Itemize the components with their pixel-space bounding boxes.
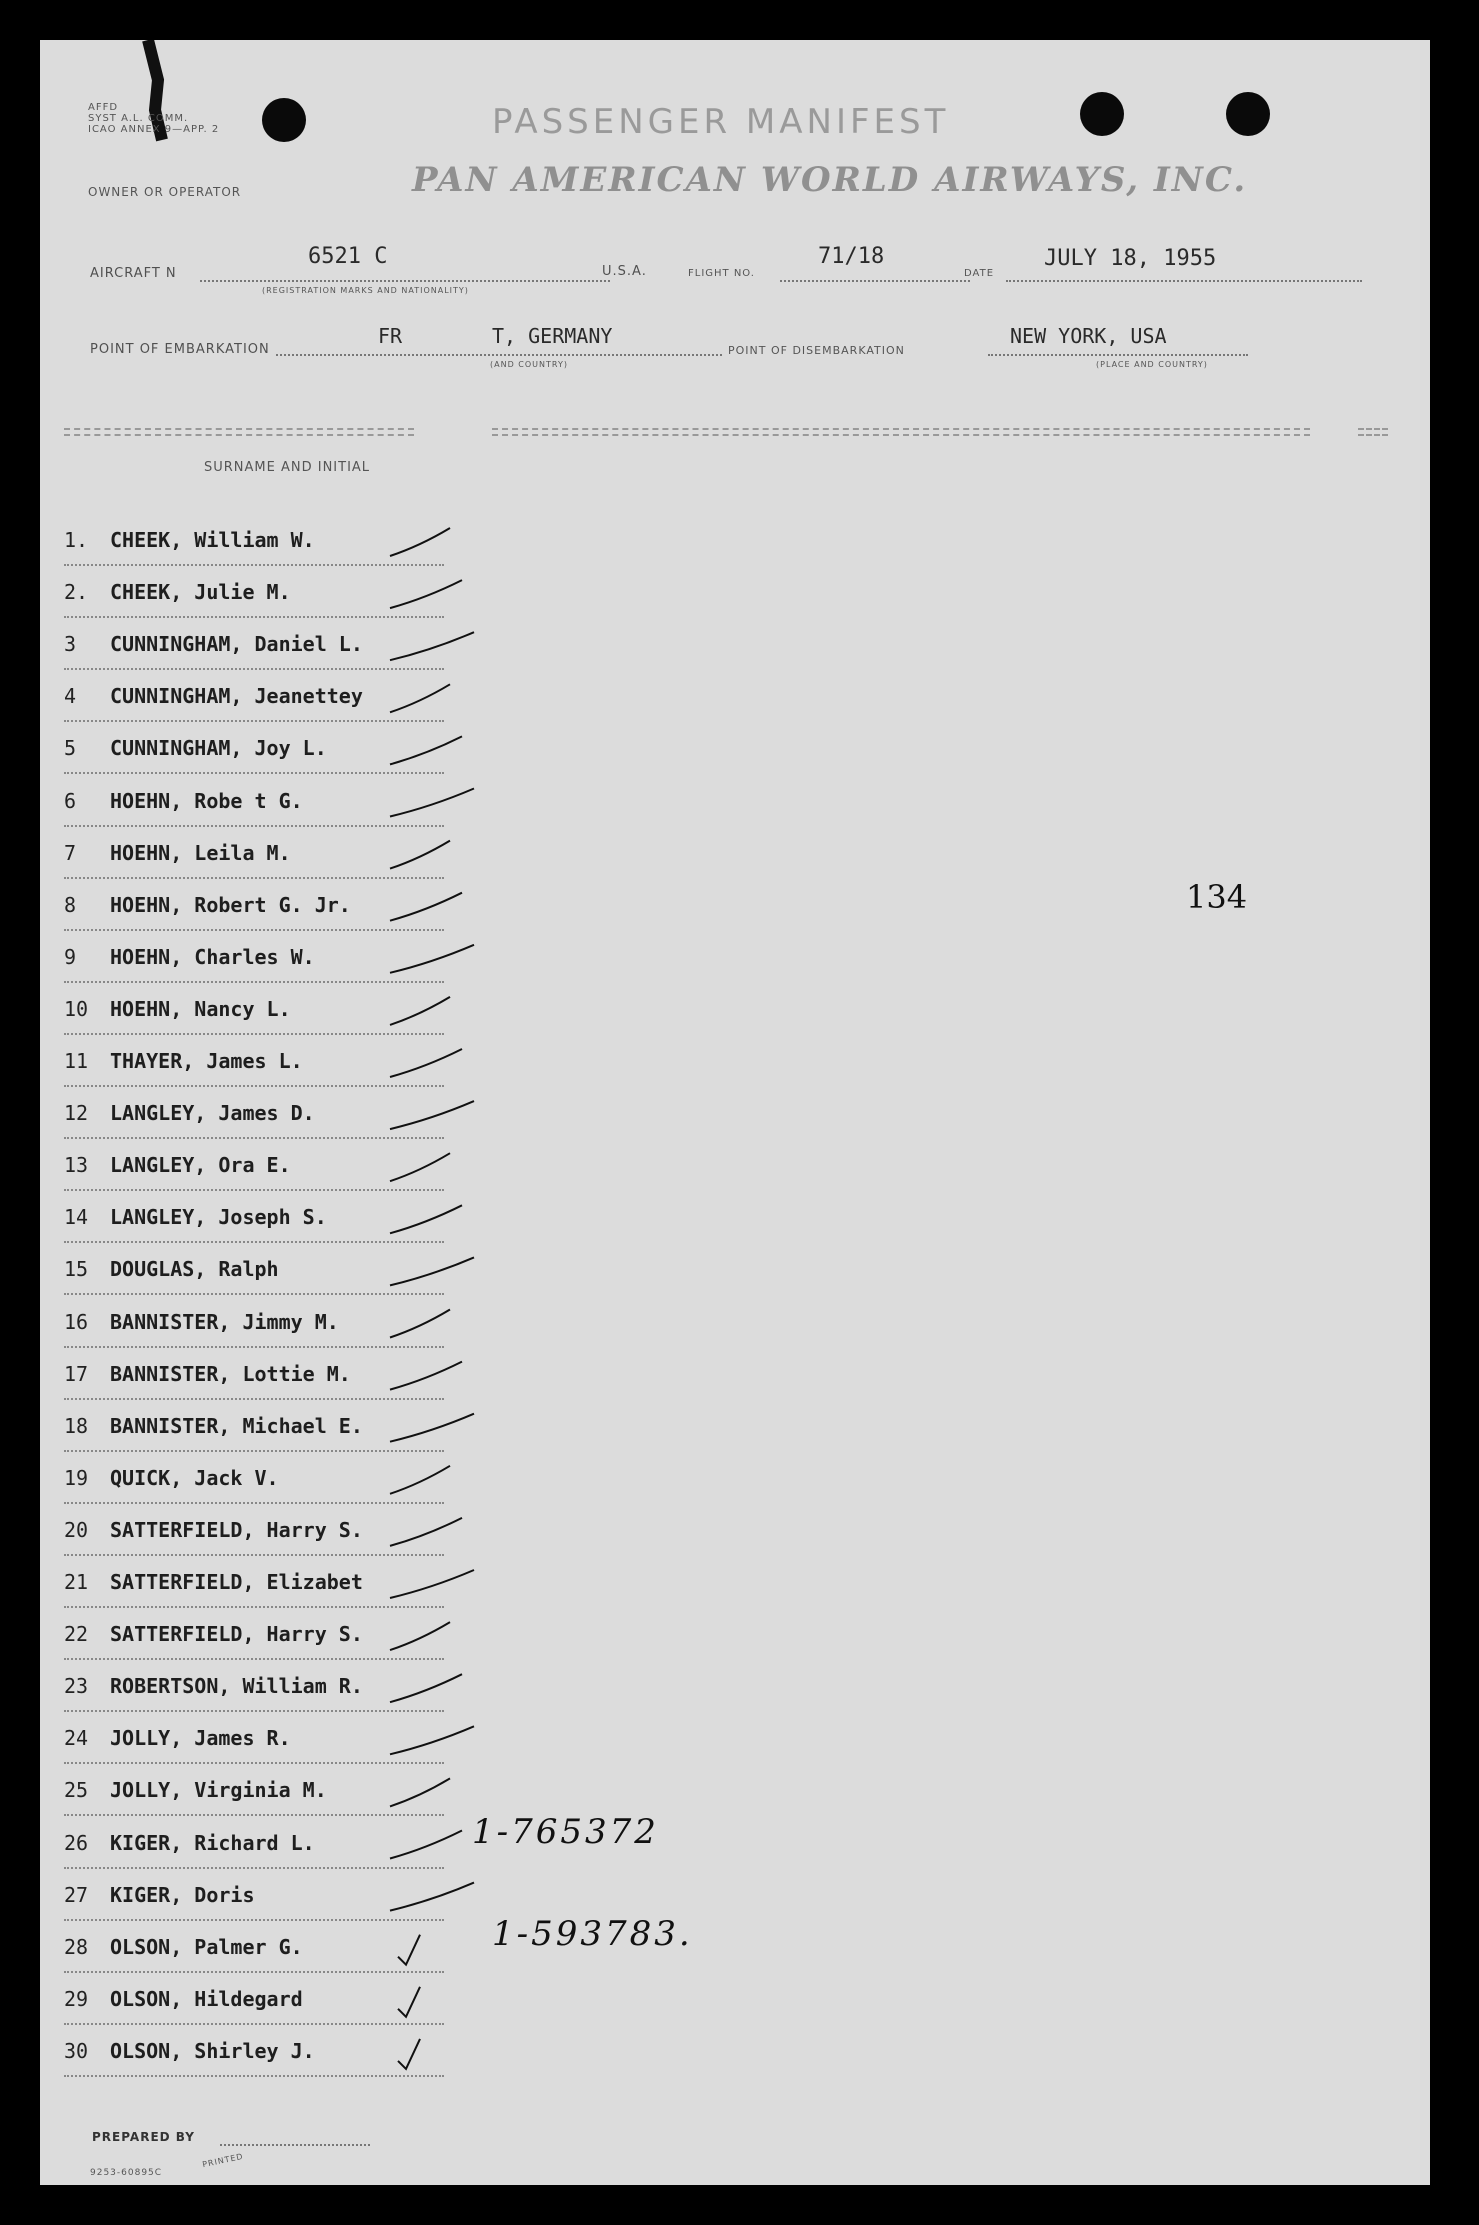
check-stroke	[390, 1831, 462, 1859]
passenger-number: 25	[64, 1778, 89, 1803]
passenger-number: 2.	[64, 580, 89, 605]
check-stroke	[390, 1883, 474, 1911]
passenger-name: CUNNINGHAM, Daniel L.	[110, 632, 363, 657]
passenger-number: 3	[64, 632, 77, 657]
form-code: 9253-60895C	[90, 2168, 163, 2178]
check-stroke	[390, 528, 450, 556]
passenger-name: OLSON, Shirley J.	[110, 2038, 315, 2063]
prepared-underline	[220, 2144, 370, 2146]
passenger-name: CHEEK, William W.	[110, 528, 315, 552]
check-stroke	[390, 580, 462, 608]
passenger-number: 5	[64, 736, 77, 761]
check-stroke	[398, 2039, 420, 2069]
check-stroke	[390, 1205, 462, 1233]
date-label: DATE	[964, 268, 995, 279]
passenger-name: JOLLY, James R.	[110, 1726, 291, 1751]
passenger-number: 11	[64, 1049, 89, 1073]
stamp-line-3: ICAO ANNEX 9—APP. 2	[88, 124, 220, 135]
passenger-number: 28	[64, 1934, 89, 1959]
passenger-number: 4	[64, 684, 77, 709]
passenger-name: HOEHN, Charles W.	[110, 944, 315, 969]
passenger-name: BANNISTER, Jimmy M.	[110, 1309, 339, 1334]
prepared-label-text: PREPARED BY	[92, 2130, 195, 2144]
passenger-name: KIGER, Doris	[110, 1882, 255, 1907]
passenger-number: 27	[64, 1882, 89, 1907]
passenger-number: 26	[64, 1830, 89, 1855]
check-stroke	[390, 1310, 450, 1338]
passenger-number: 22	[64, 1622, 89, 1647]
check-stroke	[390, 1049, 462, 1077]
passenger-name: BANNISTER, Lottie M.	[110, 1361, 351, 1386]
check-stroke	[390, 736, 462, 764]
stamp-line-1: AFFD	[88, 102, 119, 113]
check-stroke	[390, 632, 474, 660]
flight-label: FLIGHT NO.	[688, 268, 755, 279]
check-stroke	[390, 1257, 474, 1285]
owner-label: OWNER OR OPERATOR	[88, 185, 242, 199]
passenger-name: CHEEK, Julie M.	[110, 580, 291, 605]
aircraft-value: 6521 C	[308, 244, 388, 269]
passenger-name: KIGER, Richard L.	[110, 1830, 315, 1855]
passenger-number: 18	[64, 1413, 89, 1438]
passenger-name: HOEHN, Robe t G.	[110, 788, 303, 813]
passenger-name: SATTERFIELD, Harry S.	[110, 1622, 363, 1647]
passenger-name: OLSON, Hildegard	[110, 1986, 303, 2011]
check-stroke	[390, 1570, 474, 1598]
check-stroke	[390, 945, 474, 973]
manifest-page	[40, 40, 1430, 2185]
check-stroke	[390, 789, 474, 817]
disembark-label: POINT OF DISEMBARKATION	[728, 344, 905, 357]
passenger-number: 12	[64, 1101, 89, 1126]
passenger-number: 24	[64, 1726, 89, 1751]
surname-header: SURNAME AND INITIAL	[204, 460, 371, 475]
handwritten-note-2: 1-593783.	[492, 1914, 693, 1954]
check-stroke	[390, 997, 450, 1025]
passenger-name: LANGLEY, Joseph S.	[110, 1205, 327, 1230]
passenger-name: JOLLY, Virginia M.	[110, 1778, 327, 1803]
check-stroke	[390, 1101, 474, 1129]
stamp-line-2: SYST A.L. COMM.	[88, 113, 189, 124]
registration-caption: (REGISTRATION MARKS AND NATIONALITY)	[262, 286, 469, 295]
passenger-name: SATTERFIELD, Elizabet	[110, 1570, 363, 1594]
passenger-number: 17	[64, 1361, 89, 1386]
embark-caption: (AND COUNTRY)	[490, 360, 568, 369]
passenger-number: 29	[64, 1986, 89, 2011]
check-stroke	[390, 1466, 450, 1494]
passenger-name: DOUGLAS, Ralph	[110, 1257, 279, 1282]
check-stroke	[390, 1153, 450, 1181]
passenger-number: 9	[64, 944, 77, 969]
passenger-number: 20	[64, 1517, 89, 1542]
page-number: 134	[1186, 878, 1248, 916]
passenger-name: HOEHN, Nancy L.	[110, 996, 291, 1021]
check-stroke	[390, 1726, 474, 1754]
passenger-number: 16	[64, 1309, 89, 1334]
passenger-name: CUNNINGHAM, Joy L.	[110, 736, 327, 761]
passenger-name: HOEHN, Robert G. Jr.	[110, 892, 351, 917]
prepared-label	[92, 2130, 195, 2144]
check-stroke	[390, 684, 450, 712]
passenger-number: 15	[64, 1257, 89, 1282]
company-name: PAN AMERICAN WORLD AIRWAYS, INC.	[412, 160, 1248, 200]
passenger-name: ROBERTSON, William R.	[110, 1674, 363, 1699]
passenger-number: 7	[64, 840, 77, 865]
check-stroke	[398, 1935, 420, 1965]
passenger-name: BANNISTER, Michael E.	[110, 1413, 363, 1438]
disembark-caption: (PLACE AND COUNTRY)	[1096, 360, 1208, 369]
check-stroke	[390, 1674, 462, 1702]
passenger-number: 1.	[64, 528, 89, 552]
passenger-number: 21	[64, 1570, 89, 1594]
aircraft-label: AIRCRAFT N	[90, 266, 177, 281]
check-stroke	[390, 1362, 462, 1390]
embark-value-2: T, GERMANY	[492, 324, 613, 348]
check-stroke	[390, 1622, 450, 1650]
embark-label: POINT OF EMBARKATION	[90, 342, 270, 357]
passenger-number: 23	[64, 1674, 89, 1699]
date-value: JULY 18, 1955	[1044, 246, 1217, 271]
passenger-number: 8	[64, 892, 77, 917]
check-stroke	[390, 893, 462, 921]
printed-stamp: PRINTED	[201, 2151, 245, 2170]
handwritten-note-1: 1-765372	[472, 1812, 659, 1852]
passenger-number: 19	[64, 1465, 89, 1490]
passenger-number: 13	[64, 1153, 89, 1178]
check-stroke	[390, 1778, 450, 1806]
passenger-number: 10	[64, 996, 89, 1021]
passenger-name: CUNNINGHAM, Jeanettey	[110, 684, 363, 709]
embark-value-1: FR	[378, 324, 403, 348]
usa-label: U.S.A.	[602, 264, 647, 279]
passenger-name: HOEHN, Leila M.	[110, 840, 291, 865]
disembark-value: NEW YORK, USA	[1010, 324, 1167, 348]
passenger-number: 14	[64, 1205, 89, 1230]
check-stroke	[390, 1414, 474, 1442]
passenger-number: 6	[64, 788, 77, 813]
passenger-name: LANGLEY, James D.	[110, 1101, 315, 1126]
passenger-name: THAYER, James L.	[110, 1049, 303, 1073]
passenger-name: OLSON, Palmer G.	[110, 1934, 303, 1959]
flight-value: 71/18	[818, 244, 885, 269]
passenger-name: SATTERFIELD, Harry S.	[110, 1517, 363, 1542]
check-marks	[40, 40, 1430, 2185]
passenger-number: 30	[64, 2038, 89, 2063]
check-stroke	[390, 841, 450, 869]
passenger-name: LANGLEY, Ora E.	[110, 1153, 291, 1178]
check-stroke	[398, 1987, 420, 2017]
check-stroke	[390, 1518, 462, 1546]
passenger-name: QUICK, Jack V.	[110, 1465, 279, 1490]
form-title: PASSENGER MANIFEST	[492, 102, 950, 142]
